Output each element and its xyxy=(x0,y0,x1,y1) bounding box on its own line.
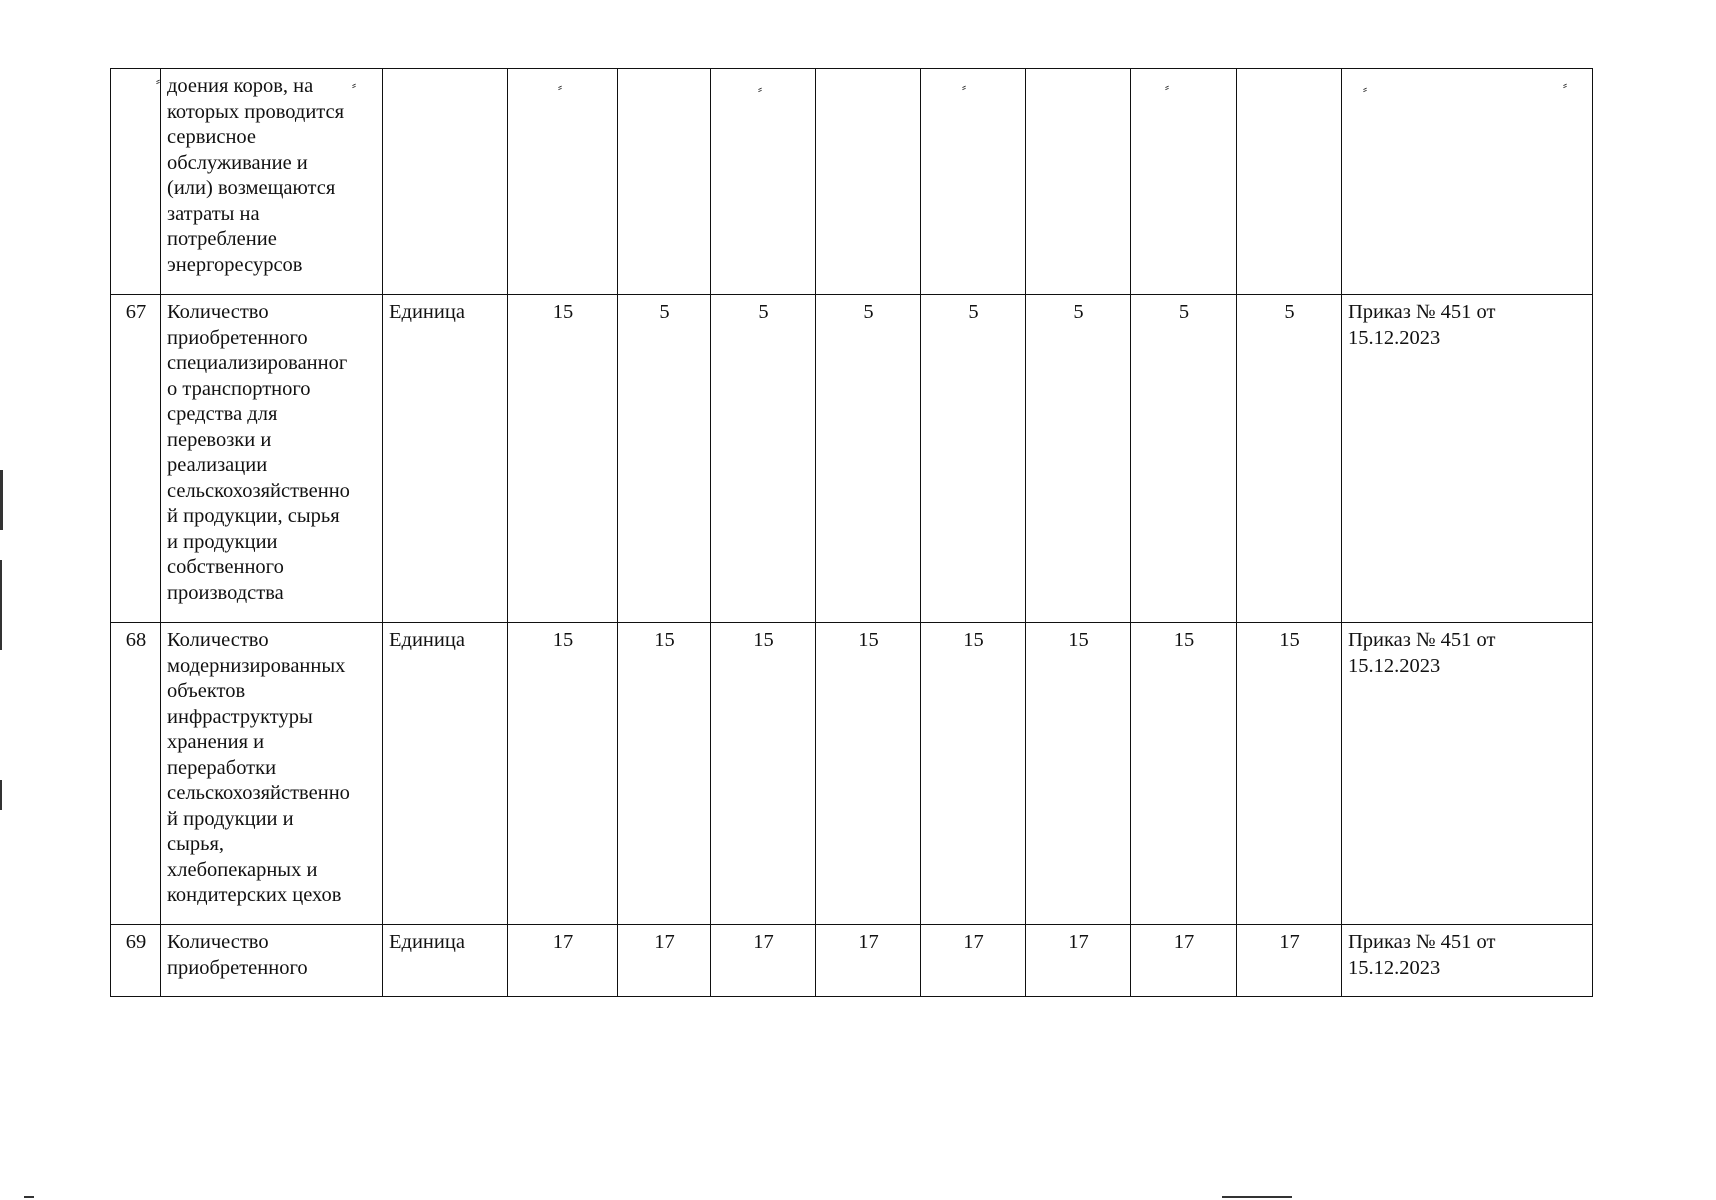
value-cell xyxy=(618,69,711,295)
value-cell: 17 xyxy=(921,925,1026,997)
value-cell: 15 xyxy=(508,623,618,925)
value-cell: 17 xyxy=(711,925,816,997)
document-cell: Приказ № 451 от 15.12.2023 xyxy=(1342,623,1593,925)
scan-speck: ⸗ xyxy=(558,80,562,94)
value-cell: 5 xyxy=(1237,295,1342,623)
value-cell: 15 xyxy=(1131,623,1237,925)
table-row xyxy=(111,295,1593,623)
scan-edge-mark xyxy=(0,780,2,810)
scan-speck: ⸗ xyxy=(1363,82,1367,96)
value-cell: 5 xyxy=(816,295,921,623)
value-cell: 17 xyxy=(508,925,618,997)
value-cell xyxy=(816,69,921,295)
document-cell xyxy=(1342,69,1593,295)
row-number-cell: 67 xyxy=(111,295,161,623)
scan-speck: ⸗ xyxy=(156,74,160,88)
scan-bottom-line xyxy=(1222,1196,1292,1198)
unit-cell: Единица xyxy=(383,295,508,623)
value-cell: 15 xyxy=(711,623,816,925)
value-cell xyxy=(508,69,618,295)
scan-edge-mark xyxy=(0,470,3,530)
row-number-cell: 68 xyxy=(111,623,161,925)
value-cell: 17 xyxy=(816,925,921,997)
value-cell xyxy=(711,69,816,295)
scan-speck: ⸗ xyxy=(1165,80,1169,94)
value-cell xyxy=(1131,69,1237,295)
value-cell xyxy=(921,69,1026,295)
document-cell: Приказ № 451 от 15.12.2023 xyxy=(1342,295,1593,623)
table-row xyxy=(111,623,1593,925)
indicator-name-cell: Количество модернизированных объектов инфраструктуры хранения и переработки сельскохозяйственно й продукции и сырья, хлебопекарных и кондитерских цехов xyxy=(161,623,383,925)
indicator-name-cell: Количество приобретенного xyxy=(161,925,383,997)
unit-cell xyxy=(383,69,508,295)
value-cell xyxy=(1237,69,1342,295)
value-cell: 15 xyxy=(1237,623,1342,925)
value-cell: 15 xyxy=(508,295,618,623)
unit-cell: Единица xyxy=(383,925,508,997)
scan-speck: ⸗ xyxy=(352,78,356,92)
value-cell: 17 xyxy=(1026,925,1131,997)
unit-cell: Единица xyxy=(383,623,508,925)
value-cell: 17 xyxy=(1131,925,1237,997)
scan-bottom-line xyxy=(24,1196,34,1198)
row-number-cell: 69 xyxy=(111,925,161,997)
document-cell: Приказ № 451 от 15.12.2023 xyxy=(1342,925,1593,997)
value-cell: 15 xyxy=(921,623,1026,925)
value-cell: 17 xyxy=(618,925,711,997)
value-cell: 5 xyxy=(618,295,711,623)
table-row xyxy=(111,69,1593,295)
scan-speck: ⸗ xyxy=(962,80,966,94)
value-cell: 15 xyxy=(618,623,711,925)
indicator-name-cell: доения коров, на которых проводится сервисное обслуживание и (или) возмещаются затраты на потребление энергоресурсов xyxy=(161,69,383,295)
row-number-cell xyxy=(111,69,161,295)
indicators-table xyxy=(110,68,1593,997)
scan-speck: ⸗ xyxy=(1563,78,1567,92)
table-row xyxy=(111,925,1593,997)
scan-edge-mark xyxy=(0,560,2,650)
scan-speck: ⸗ xyxy=(758,82,762,96)
value-cell: 5 xyxy=(1131,295,1237,623)
indicator-name-cell: Количество приобретенного специализированног о транспортного средства для перевозки и реализации сельскохозяйственно й продукции, сырья и продукции собственного производства xyxy=(161,295,383,623)
value-cell: 15 xyxy=(1026,623,1131,925)
value-cell xyxy=(1026,69,1131,295)
value-cell: 5 xyxy=(921,295,1026,623)
value-cell: 5 xyxy=(711,295,816,623)
value-cell: 15 xyxy=(816,623,921,925)
value-cell: 17 xyxy=(1237,925,1342,997)
value-cell: 5 xyxy=(1026,295,1131,623)
